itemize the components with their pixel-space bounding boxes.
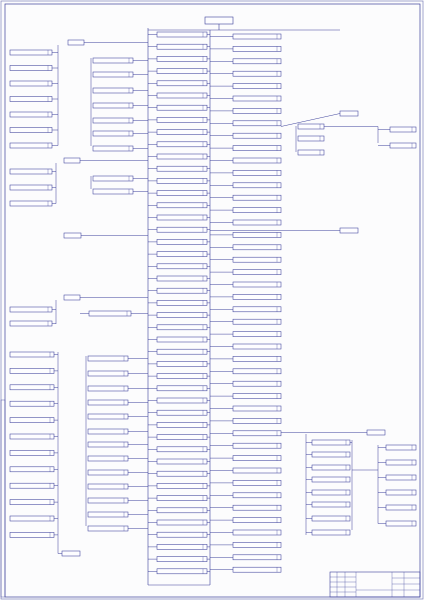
group-item-box xyxy=(10,500,54,505)
hub-box xyxy=(157,203,207,208)
far-right-box xyxy=(312,440,350,445)
mid-left-box xyxy=(88,484,128,489)
group-item-box xyxy=(10,201,52,206)
right-box xyxy=(233,381,281,386)
group-header-box xyxy=(68,40,84,45)
right-box xyxy=(233,270,281,275)
mid-left-box xyxy=(93,146,133,151)
left-frame-strip xyxy=(1,400,5,597)
right-box xyxy=(233,493,281,498)
far-right-box xyxy=(312,516,350,521)
right-box xyxy=(233,394,281,399)
group-item-box xyxy=(10,401,54,406)
group-item-box xyxy=(10,352,54,357)
diagram-title-box xyxy=(205,17,233,24)
hub-box xyxy=(157,374,207,379)
right-box xyxy=(233,170,281,175)
group-item-box xyxy=(10,532,54,537)
right-box xyxy=(233,505,281,510)
mid-left-box xyxy=(93,118,133,123)
hub-box xyxy=(157,520,207,525)
group-item-box xyxy=(10,434,54,439)
mid-left-box xyxy=(93,88,133,93)
hub-box xyxy=(157,227,207,232)
group-header-box xyxy=(367,430,385,435)
right-box xyxy=(233,319,281,324)
right-box xyxy=(233,468,281,473)
hub-box xyxy=(157,410,207,415)
far-right-item-box xyxy=(386,521,416,526)
mid-left-box xyxy=(88,470,128,475)
hub-box xyxy=(157,105,207,110)
hub-box xyxy=(157,252,207,257)
hub-box xyxy=(157,142,207,147)
far-right-item-box xyxy=(386,490,416,495)
mid-left-box xyxy=(88,442,128,447)
right-box xyxy=(233,530,281,535)
right-box xyxy=(233,46,281,51)
right-box xyxy=(233,257,281,262)
mid-left-box xyxy=(88,386,128,391)
right-box xyxy=(233,96,281,101)
hub-box xyxy=(157,32,207,37)
right-box xyxy=(233,245,281,250)
sheet-frame xyxy=(5,4,420,597)
far-right-box xyxy=(312,530,350,535)
right-box xyxy=(233,567,281,572)
group-item-box xyxy=(10,128,52,133)
right-box xyxy=(233,456,281,461)
right-box xyxy=(233,232,281,237)
right-box xyxy=(233,158,281,163)
group-item-box xyxy=(10,143,52,148)
mid-left-box xyxy=(88,498,128,503)
right-box xyxy=(233,208,281,213)
hub-box xyxy=(157,569,207,574)
mid-left-box xyxy=(88,371,128,376)
group-item-box xyxy=(10,321,52,326)
right-box xyxy=(233,480,281,485)
group-item-box xyxy=(10,385,54,390)
group-item-box xyxy=(10,368,54,373)
mid-left-box xyxy=(88,512,128,517)
hub-box xyxy=(157,69,207,74)
mid-left-box xyxy=(93,176,133,181)
hub-box xyxy=(157,93,207,98)
far-right-box xyxy=(312,477,350,482)
far-right-box xyxy=(312,502,350,507)
hub-box xyxy=(157,191,207,196)
hub-box xyxy=(157,300,207,305)
mid-left-box xyxy=(93,103,133,108)
mid-left-box xyxy=(93,189,133,194)
right-box xyxy=(233,71,281,76)
far-right-item-box xyxy=(386,505,416,510)
group-item-box xyxy=(10,97,52,102)
mid-left-box xyxy=(93,131,133,136)
right-box xyxy=(233,282,281,287)
hub-box xyxy=(157,44,207,49)
hub-box xyxy=(157,386,207,391)
right-box xyxy=(233,307,281,312)
right-box xyxy=(233,406,281,411)
right-box xyxy=(233,431,281,436)
hub-box xyxy=(157,532,207,537)
group-item-box xyxy=(10,307,52,312)
right-box xyxy=(233,146,281,151)
group-item-box xyxy=(10,50,52,55)
mid-left-box xyxy=(88,429,128,434)
group-item-box xyxy=(10,483,54,488)
hub-box xyxy=(157,459,207,464)
hub-box xyxy=(157,422,207,427)
group-header-box xyxy=(62,551,80,556)
group-header-box xyxy=(340,111,358,116)
title-block xyxy=(330,572,420,597)
group-item-box xyxy=(10,66,52,71)
hub-box xyxy=(157,239,207,244)
group-header-box xyxy=(64,295,80,300)
right-box xyxy=(233,344,281,349)
hub-box xyxy=(157,325,207,330)
right-box xyxy=(233,332,281,337)
hub-box xyxy=(157,557,207,562)
mid-left-box xyxy=(88,400,128,405)
hub-box xyxy=(157,81,207,86)
hub-box xyxy=(157,471,207,476)
hub-box xyxy=(157,215,207,220)
right-box xyxy=(233,555,281,560)
hub-box xyxy=(157,117,207,122)
right-box xyxy=(233,195,281,200)
right-box xyxy=(233,356,281,361)
group-item-box xyxy=(10,169,52,174)
right-box xyxy=(233,518,281,523)
far-right-box xyxy=(312,490,350,495)
hub-box xyxy=(157,447,207,452)
group-item-box xyxy=(10,112,52,117)
hub-box xyxy=(157,276,207,281)
far-right-box xyxy=(312,465,350,470)
hub-box xyxy=(157,496,207,501)
group-item-box xyxy=(10,467,54,472)
group-item-box xyxy=(10,81,52,86)
far-right-item-box xyxy=(386,460,416,465)
mid-left-box xyxy=(88,356,128,361)
hub-box xyxy=(157,264,207,269)
hub-box xyxy=(157,349,207,354)
right-box xyxy=(233,133,281,138)
mid-left-box xyxy=(88,414,128,419)
right-box xyxy=(233,294,281,299)
hub-box xyxy=(157,178,207,183)
far-right-box xyxy=(312,452,350,457)
hub-box xyxy=(157,166,207,171)
mid-left-box xyxy=(93,72,133,77)
right-box xyxy=(233,542,281,547)
right-box xyxy=(233,108,281,113)
far-right-item-box xyxy=(386,445,416,450)
hub-box xyxy=(157,288,207,293)
right-box xyxy=(233,84,281,89)
group-header-box xyxy=(64,233,81,238)
hub-box xyxy=(157,154,207,159)
group-header-box xyxy=(64,158,80,163)
group-item-box xyxy=(10,450,54,455)
right-box xyxy=(233,121,281,126)
group-header-box xyxy=(340,228,358,233)
far-right-item-box xyxy=(386,475,416,480)
hub-box xyxy=(157,313,207,318)
hub-box xyxy=(157,508,207,513)
right-box xyxy=(233,183,281,188)
group-item-box xyxy=(10,516,54,521)
right-box xyxy=(233,369,281,374)
group-item-box xyxy=(10,418,54,423)
hub-box xyxy=(157,435,207,440)
right-box xyxy=(233,220,281,225)
right-box xyxy=(233,34,281,39)
hub-box xyxy=(157,130,207,135)
hub-box xyxy=(157,398,207,403)
mid-left-box xyxy=(93,58,133,63)
hub-box xyxy=(157,483,207,488)
right-box xyxy=(233,418,281,423)
right-box xyxy=(233,443,281,448)
hub-box xyxy=(157,544,207,549)
right-box xyxy=(233,59,281,64)
hub-box xyxy=(157,56,207,61)
mid-left-box xyxy=(88,526,128,531)
side-item-box xyxy=(89,311,131,316)
hub-box xyxy=(157,361,207,366)
hub-box xyxy=(157,337,207,342)
group-item-box xyxy=(10,185,52,190)
mid-left-box xyxy=(88,456,128,461)
